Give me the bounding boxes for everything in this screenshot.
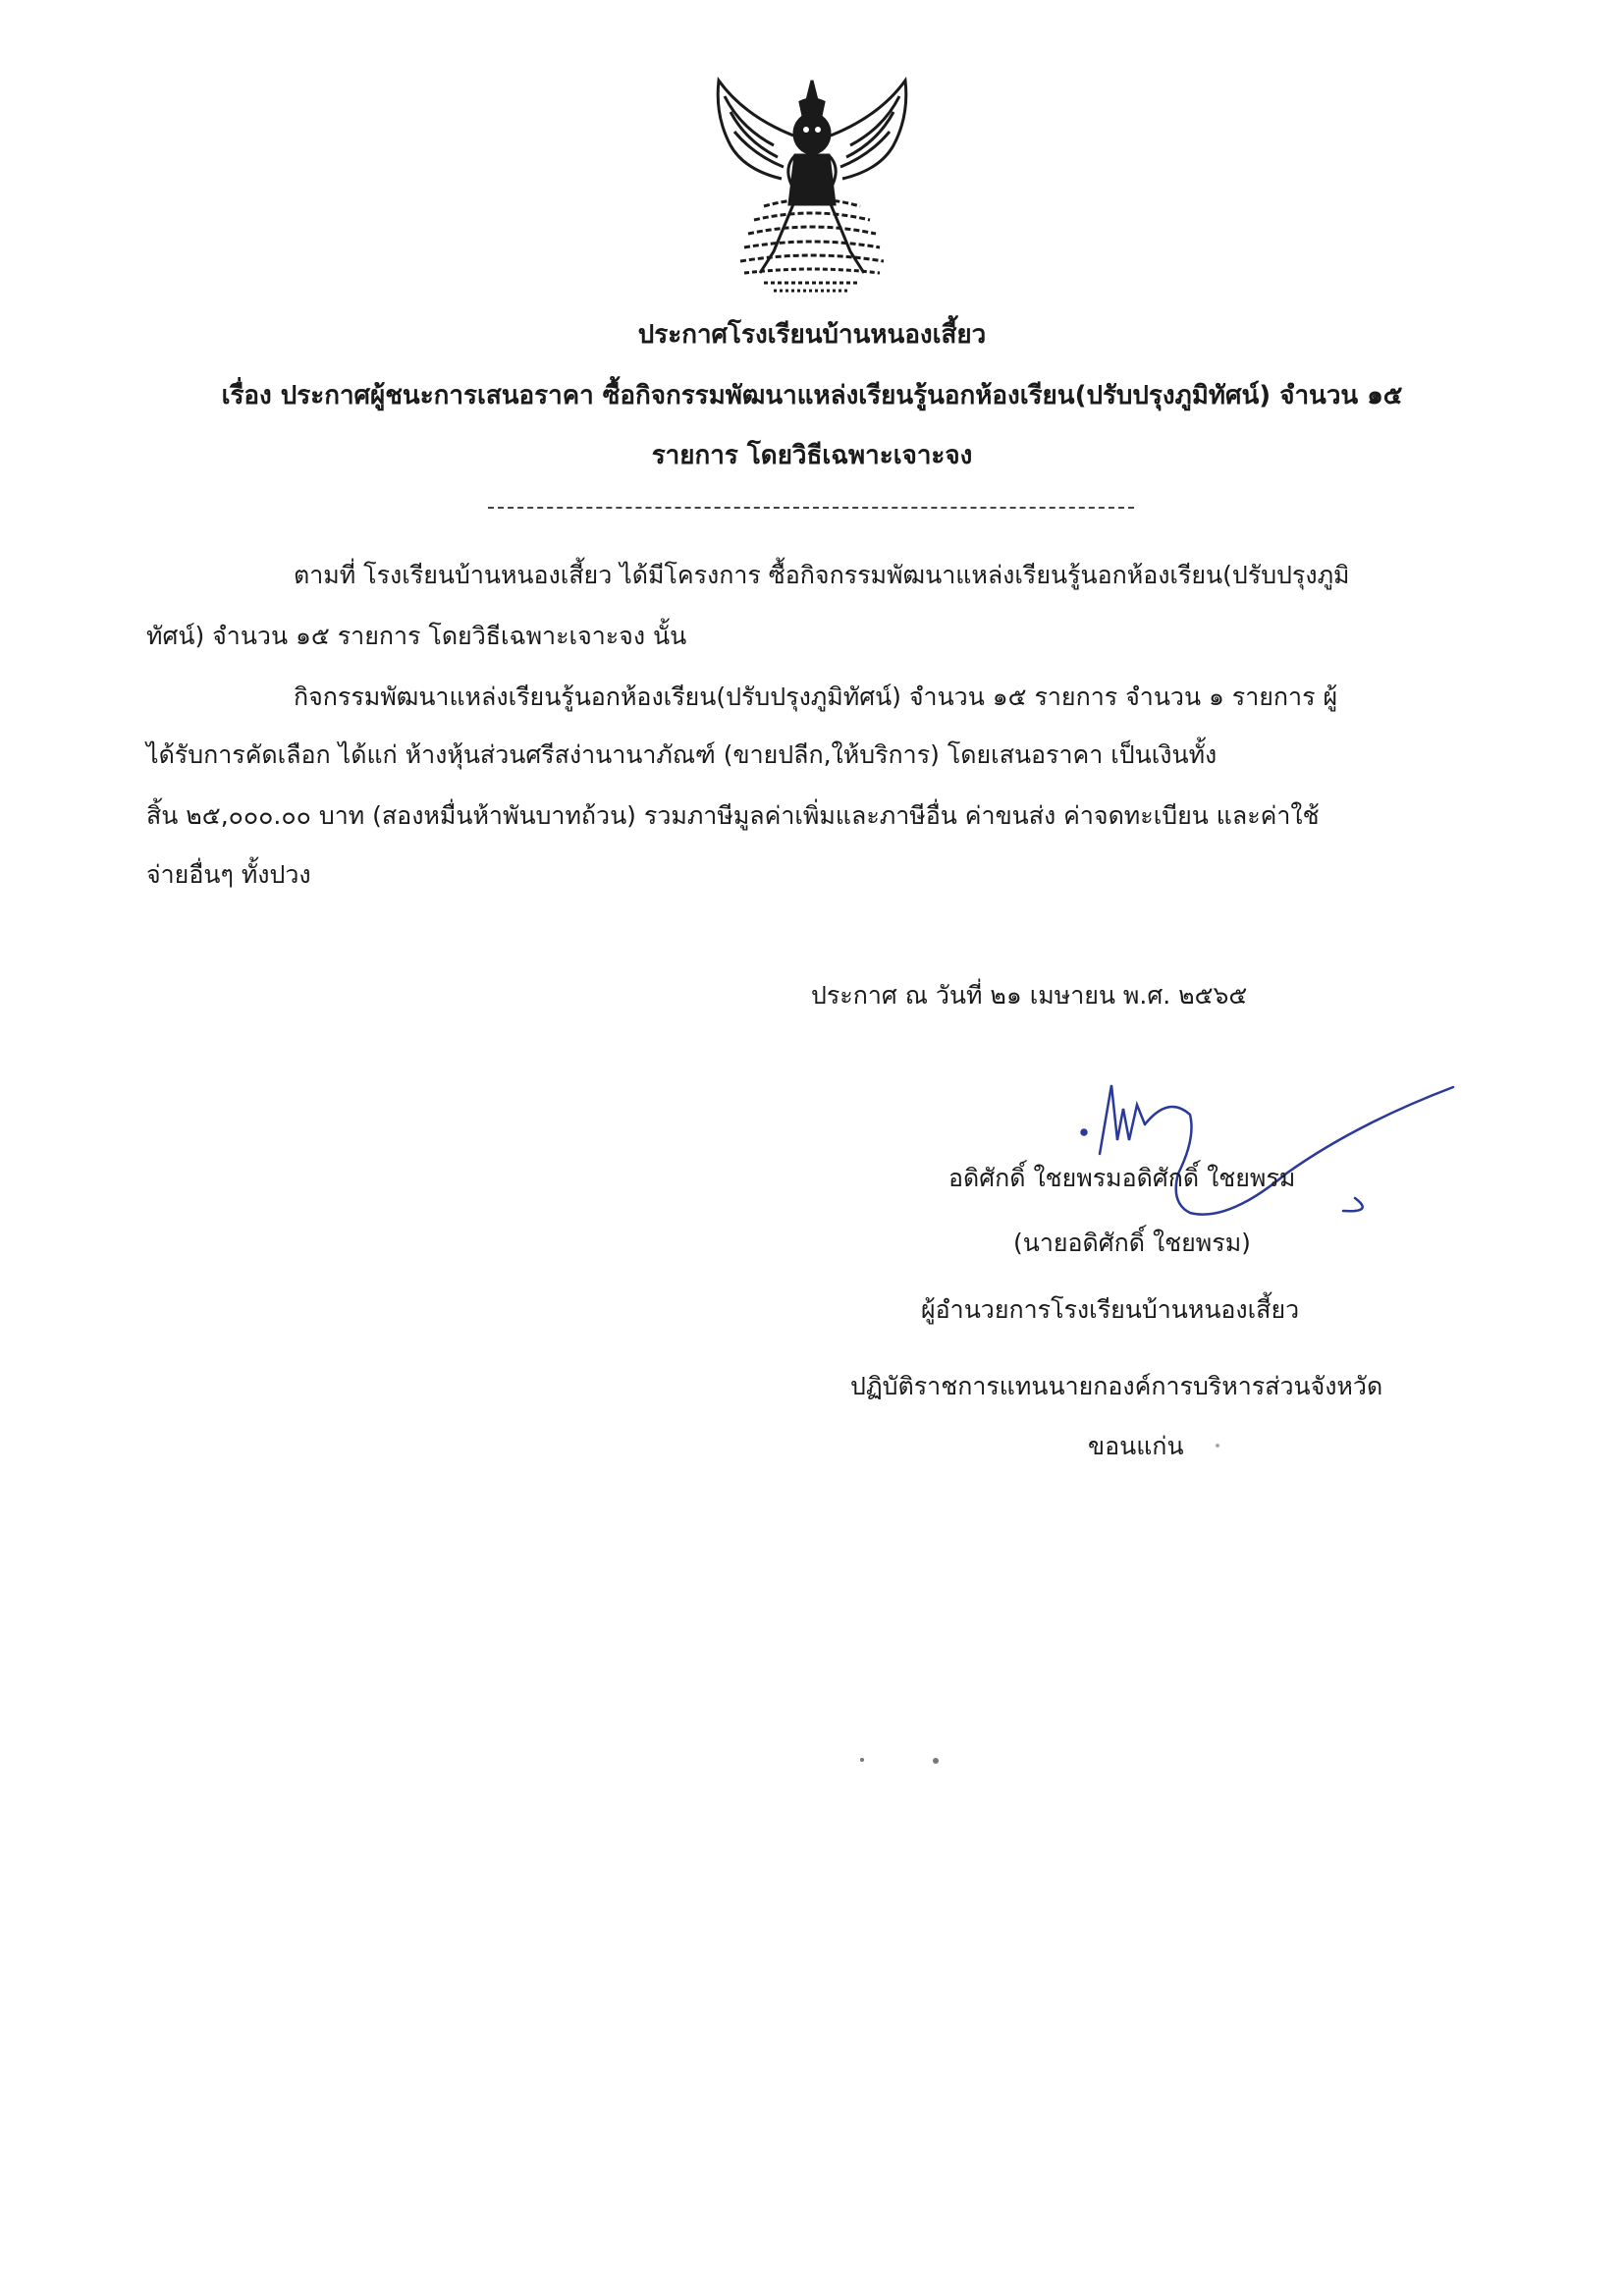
paragraph-2-line-4: จ่ายอื่นๆ ทั้งปวง: [146, 860, 311, 889]
paragraph-2-line-3: สิ้น ๒๕,๐๐๐.๐๐ บาท (สองหมื่นห้าพันบาทถ้วน) รวมภาษีมูลค่าเพิ่มและภาษีอื่น ค่าขนส่ง ค่าจดทะเบียน และค่าใช้: [146, 801, 1320, 830]
subject-line-1: เรื่อง ประกาศผู้ชนะการเสนอราคา ซื้อกิจกรรมพัฒนาแหล่งเรียนรู้นอกห้องเรียน(ปรับปรุงภูมิทัศน์) จำนวน ๑๕: [221, 381, 1403, 410]
position-title: ผู้อำนวยการโรงเรียนบ้านหนองเสี้ยว: [921, 1295, 1300, 1324]
announcement-date: ประกาศ ณ วันที่ ๒๑ เมษายน พ.ศ. ๒๕๖๕: [811, 981, 1248, 1010]
paragraph-1-line-2: ทัศน์) จำนวน ๑๕ รายการ โดยวิธีเฉพาะเจาะจง นั้น: [146, 622, 687, 650]
garuda-emblem-icon: [705, 77, 919, 295]
printed-name: (นายอดิศักดิ์ ใชยพรม): [1013, 1229, 1251, 1257]
paragraph-1-line-1: ตามที่ โรงเรียนบ้านหนองเสี้ยว ได้มีโครงการ ซื้อกิจกรรมพัฒนาแหล่งเรียนรู้นอกห้องเรียน(ปรับปรุงภูมิ: [294, 561, 1350, 589]
scan-speck: [933, 1758, 939, 1764]
handwritten-signature: [1060, 1066, 1463, 1237]
paragraph-2-line-2: ได้รับการคัดเลือก ได้แก่ ห้างหุ้นส่วนศรีสง่านานาภัณฑ์ (ขายปลีก,ให้บริการ) โดยเสนอราคา เป็นเงินทั้ง: [146, 740, 1218, 769]
province-name: ขอนแก่น: [1088, 1432, 1184, 1460]
scan-speck: [1216, 1444, 1219, 1448]
subject-line-2: รายการ โดยวิธีเฉพาะเจาะจง: [651, 441, 973, 470]
divider-line: [488, 507, 1134, 509]
signed-name: อดิศักดิ์ ใชยพรมอดิศักดิ์ ใชยพรม: [948, 1164, 1296, 1192]
scan-speck: [860, 1758, 864, 1762]
acting-role: ปฏิบัติราชการแทนนายกองค์การบริหารส่วนจังหวัด: [850, 1372, 1383, 1400]
announcement-title: ประกาศโรงเรียนบ้านหนองเสี้ยว: [637, 320, 987, 350]
paragraph-2-line-1: กิจกรรมพัฒนาแหล่งเรียนรู้นอกห้องเรียน(ปรับปรุงภูมิทัศน์) จำนวน ๑๕ รายการ จำนวน ๑ รายการ ผู้: [294, 683, 1338, 711]
